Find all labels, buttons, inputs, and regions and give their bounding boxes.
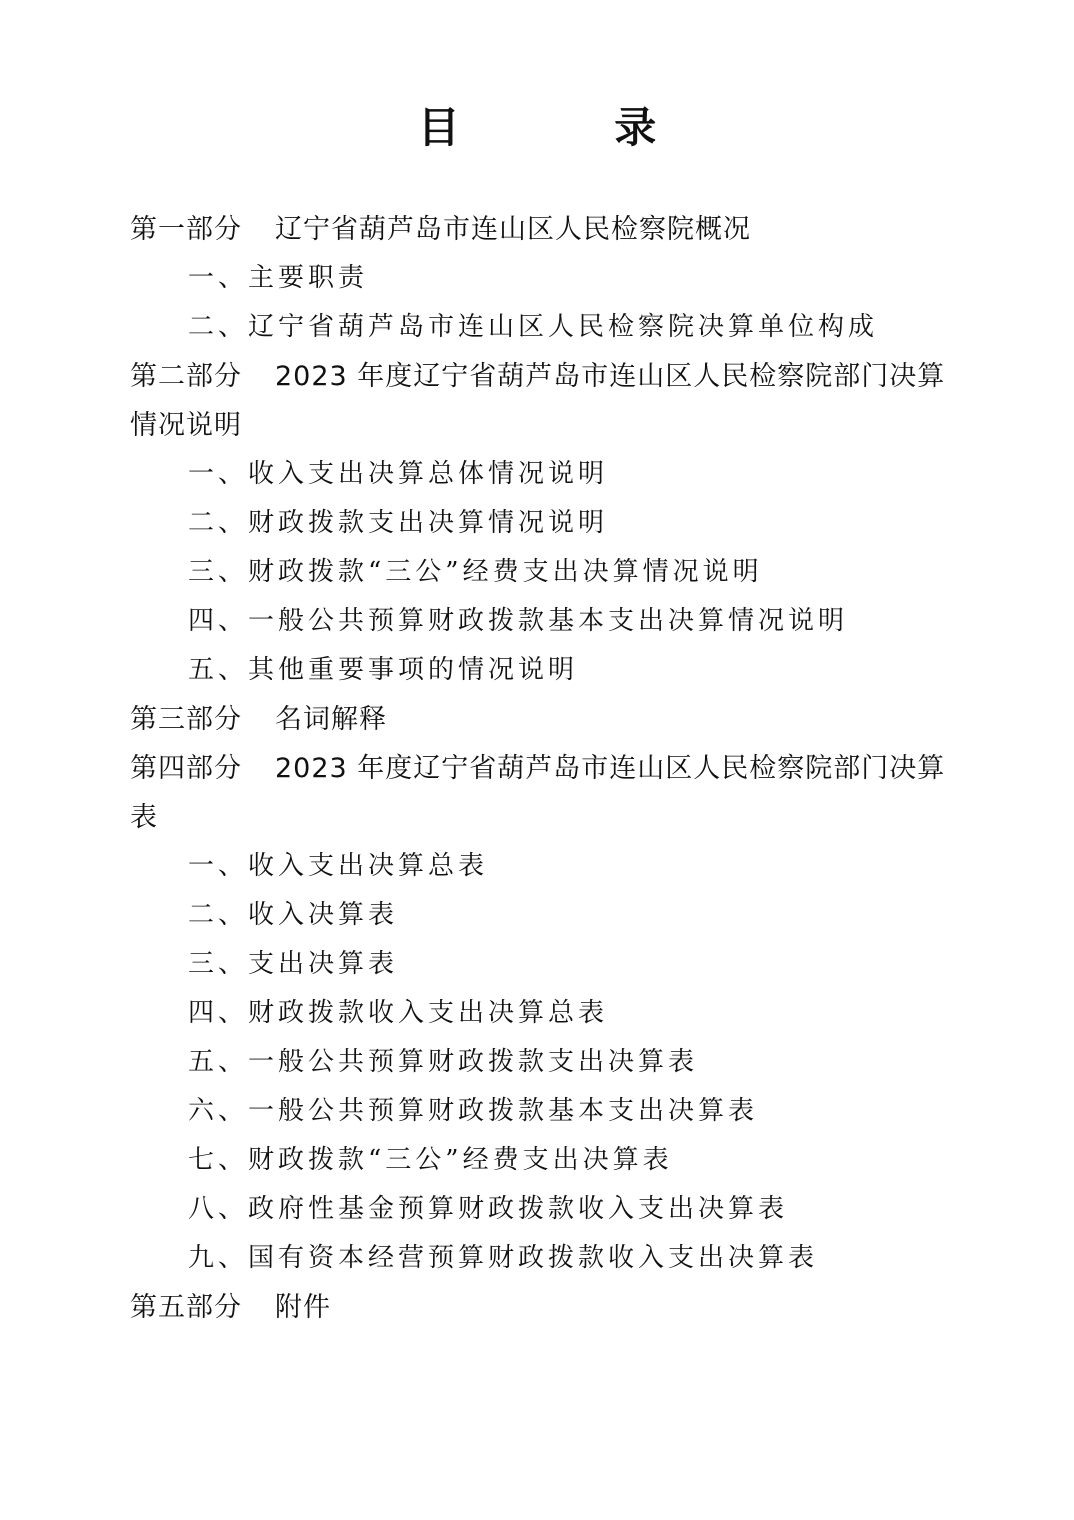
toc-item[interactable]: 八、政府性基金预算财政拨款收入支出决算表: [188, 1194, 789, 1224]
part-label: 第三部分: [130, 704, 242, 735]
toc-item[interactable]: 一、主要职责: [188, 263, 369, 293]
toc-item[interactable]: 九、国有资本经营预算财政拨款收入支出决算表: [188, 1243, 819, 1273]
toc-item[interactable]: 二、辽宁省葫芦岛市连山区人民检察院决算单位构成: [188, 312, 879, 342]
toc-item[interactable]: 三、支出决算表: [188, 949, 399, 979]
toc-item[interactable]: 六、一般公共预算财政拨款基本支出决算表: [188, 1096, 759, 1126]
toc-part-3[interactable]: [130, 695, 950, 744]
toc-part-5[interactable]: [130, 1283, 950, 1332]
part-title: 附件: [275, 1292, 331, 1323]
toc-part-4[interactable]: [130, 744, 950, 842]
part-title: 2023 年度辽宁省葫芦岛市连山区人民检察院部门决算: [275, 753, 946, 784]
table-of-contents: [130, 205, 950, 1332]
part-title: 名词解释: [275, 704, 387, 735]
page-title: 目 录: [417, 103, 727, 152]
part-label: 第二部分: [130, 361, 242, 392]
part-title: 2023 年度辽宁省葫芦岛市连山区人民检察院部门决算: [275, 361, 946, 392]
part-label: 第五部分: [130, 1292, 242, 1323]
part-label: 第四部分: [130, 753, 242, 784]
toc-item[interactable]: 五、其他重要事项的情况说明: [188, 655, 579, 685]
part-label: 第一部分: [130, 214, 242, 245]
toc-item[interactable]: 五、一般公共预算财政拨款支出决算表: [188, 1047, 699, 1077]
toc-item[interactable]: 四、财政拨款收入支出决算总表: [188, 998, 609, 1028]
toc-item[interactable]: 三、财政拨款“三公”经费支出决算情况说明: [188, 557, 763, 587]
toc-item[interactable]: 二、收入决算表: [188, 900, 399, 930]
part-title-continued: 情况说明: [130, 410, 242, 441]
toc-item[interactable]: 七、财政拨款“三公”经费支出决算表: [188, 1145, 673, 1175]
toc-item[interactable]: 二、财政拨款支出决算情况说明: [188, 508, 609, 538]
toc-part-1[interactable]: [130, 205, 950, 254]
toc-item[interactable]: 四、一般公共预算财政拨款基本支出决算情况说明: [188, 606, 849, 636]
toc-item[interactable]: 一、收入支出决算总体情况说明: [188, 459, 609, 489]
part-title-continued: 表: [130, 802, 158, 833]
part-title: 辽宁省葫芦岛市连山区人民检察院概况: [275, 214, 751, 245]
toc-item[interactable]: 一、收入支出决算总表: [188, 851, 489, 881]
toc-part-2[interactable]: [130, 352, 950, 450]
